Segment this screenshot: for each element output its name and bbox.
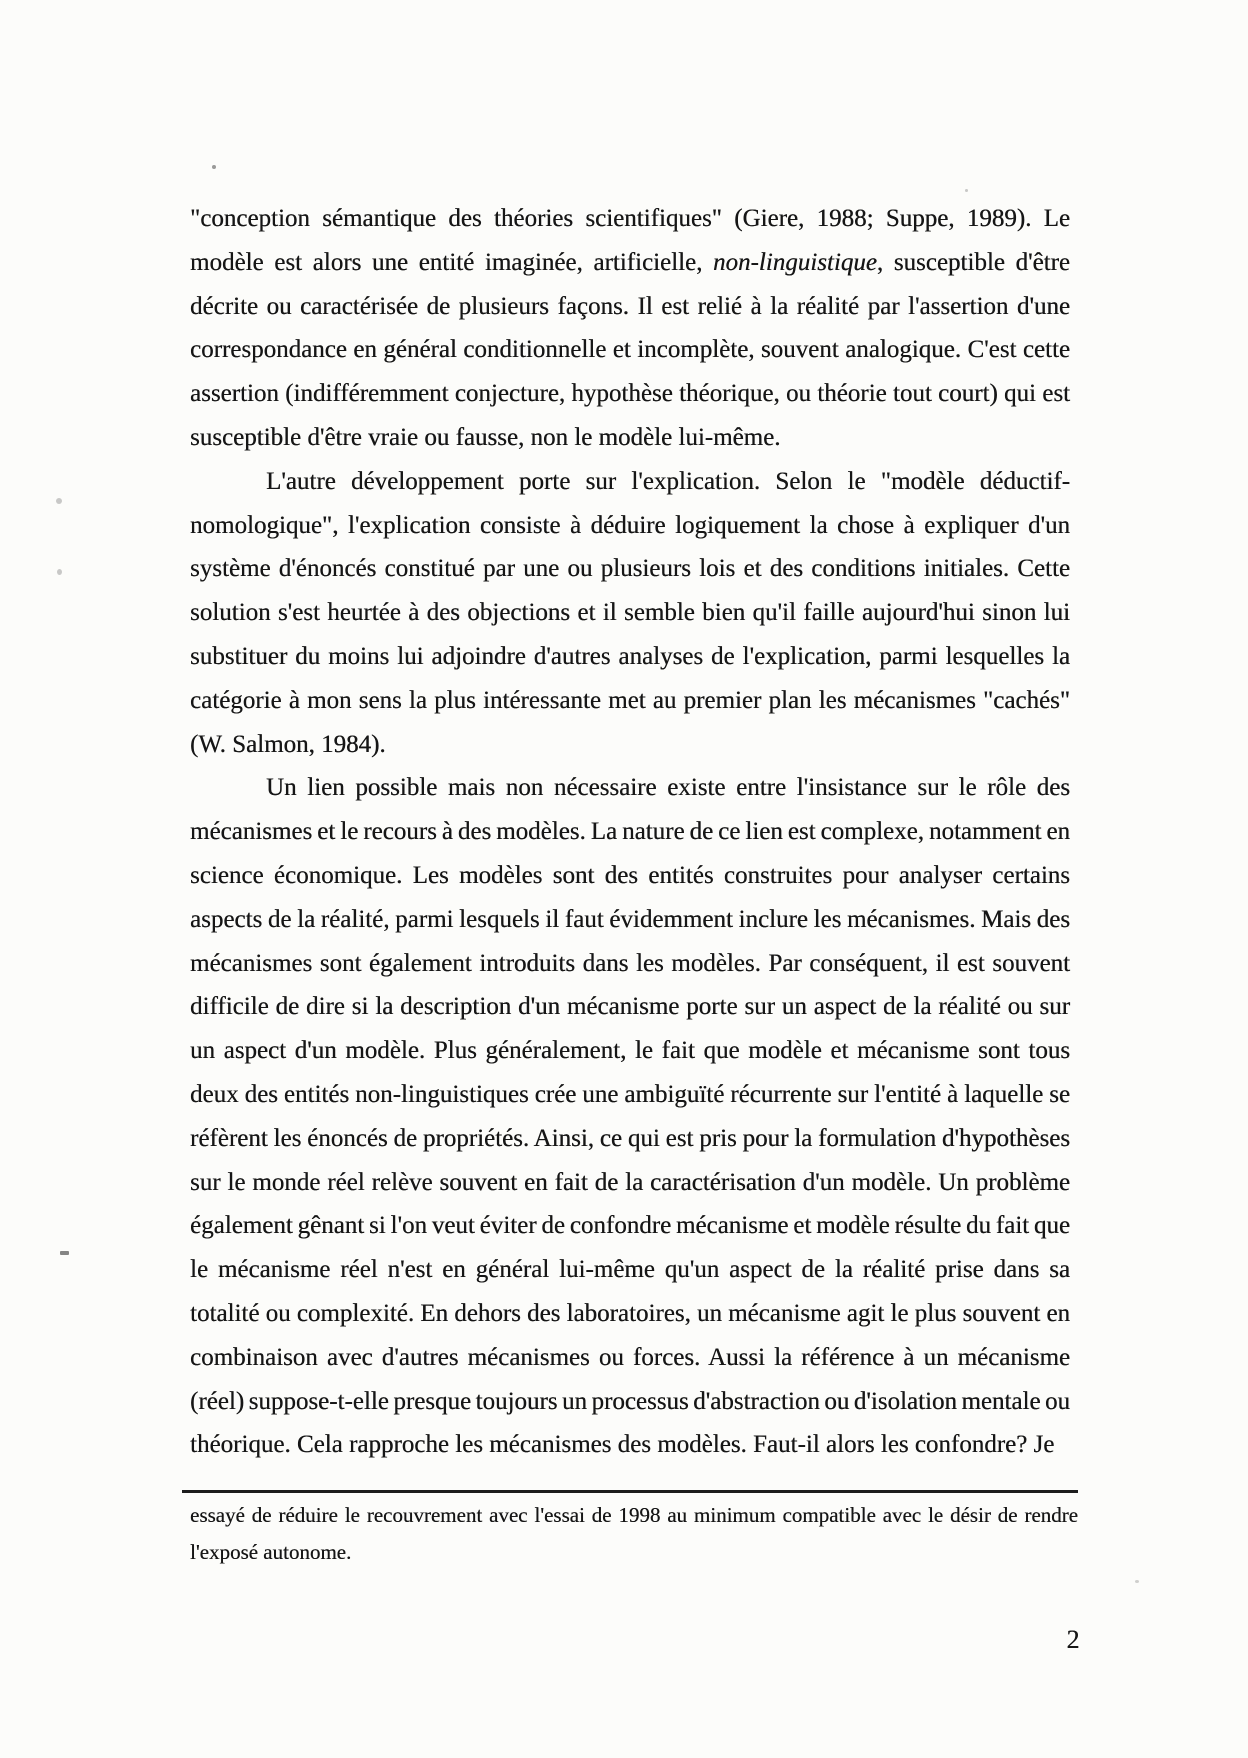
text-line [190, 547, 1070, 591]
text-line [190, 197, 1070, 241]
scan-speck [56, 498, 62, 504]
text-line [190, 679, 1070, 723]
text-line [190, 1029, 1070, 1073]
text-line [190, 328, 1070, 372]
text-line [190, 1336, 1070, 1380]
text-segment: Un lien possible mais non nécessaire existe entre l'insistance sur le rôle des [266, 774, 1070, 802]
text-segment: correspondance en général conditionnelle et incomplète, souvent analogique. C'est cette [190, 336, 1070, 364]
text-segment: deux des entités non-linguistiques crée une ambiguïté récurrente sur l'entité à laquelle se [190, 1080, 1070, 1108]
text-line [190, 1423, 1070, 1467]
text-segment: , susceptible d'être [876, 248, 1070, 276]
footnote-separator [182, 1490, 1078, 1493]
text-line [190, 460, 1070, 504]
text-segment: combinaison avec d'autres mécanismes ou forces. Aussi la référence à un mécanisme [190, 1343, 1070, 1371]
text-line [190, 810, 1070, 854]
text-segment: (réel) suppose-t-elle presque toujours un processus d'abstraction ou d'isolation mentale ou [190, 1387, 1070, 1415]
text-segment: difficile de dire si la description d'un mécanisme porte sur un aspect de la réalité ou sur [190, 993, 1070, 1021]
text-line [190, 1248, 1070, 1292]
scan-speck [57, 569, 62, 575]
text-segment: un aspect d'un modèle. Plus généralement, le fait que modèle et mécanisme sont tous [190, 1037, 1070, 1065]
text-segment: catégorie à mon sens la plus intéressante met au premier plan les mécanismes "cachés" [190, 686, 1070, 714]
text-line [190, 1380, 1070, 1424]
scan-speck [60, 1251, 69, 1255]
text-segment: totalité ou complexité. En dehors des laboratoires, un mécanisme agit le plus souvent en [190, 1299, 1070, 1327]
text-line [190, 1161, 1070, 1205]
text-segment: réfèrent les énoncés de propriétés. Ainsi, ce qui est pris pour la formulation d'hypothèses [190, 1124, 1070, 1152]
text-line [190, 854, 1070, 898]
text-segment: l'exposé autonome. [190, 1540, 352, 1564]
text-segment: le mécanisme réel n'est en général lui-même qu'un aspect de la réalité prise dans sa [190, 1256, 1070, 1284]
scan-speck [212, 165, 216, 169]
text-line [190, 635, 1070, 679]
text-line [190, 591, 1070, 635]
text-line [190, 1117, 1070, 1161]
text-segment: décrite ou caractérisée de plusieurs façons. Il est relié à la réalité par l'assertion d'une [190, 292, 1070, 320]
text-line [190, 372, 1070, 416]
text-segment: mécanismes sont également introduits dans les modèles. Par conséquent, il est souvent [190, 949, 1070, 977]
text-segment: susceptible d'être vraie ou fausse, non le modèle lui-même. [190, 423, 781, 451]
text-line [190, 241, 1070, 285]
footnote-text [190, 1497, 1078, 1571]
text-line [190, 723, 1070, 767]
text-line [190, 942, 1070, 986]
scan-speck [965, 189, 968, 192]
text-segment: "conception sémantique des théories scientifiques" (Giere, 1988; Suppe, 1989). Le [190, 205, 1070, 232]
text-line [190, 985, 1070, 1029]
text-segment: solution s'est heurtée à des objections et il semble bien qu'il faille aujourd'hui sinon lui [190, 599, 1070, 627]
text-line [190, 1204, 1070, 1248]
text-segment: (W. Salmon, 1984). [190, 730, 386, 758]
text-line [190, 416, 1070, 460]
text-line [190, 1073, 1070, 1117]
text-segment: essayé de réduire le recouvrement avec l'essai de 1998 au minimum compatible avec le désir de rendre [190, 1503, 1078, 1527]
text-line [190, 898, 1070, 942]
text-segment: aspects de la réalité, parmi lesquels il faut évidemment inclure les mécanismes. Mais des [190, 905, 1070, 933]
text-segment: également gênant si l'on veut éviter de confondre mécanisme et modèle résulte du fait que [190, 1212, 1071, 1240]
text-segment: assertion (indifféremment conjecture, hypothèse théorique, ou théorie tout court) qui est [190, 380, 1070, 408]
text-line [190, 1292, 1070, 1336]
text-line [190, 285, 1070, 329]
text-line [190, 1497, 1078, 1534]
body-text [190, 197, 1070, 1467]
italic-text-segment: non-linguistique [712, 248, 877, 276]
text-line [190, 504, 1070, 548]
text-segment: substituer du moins lui adjoindre d'autres analyses de l'explication, parmi lesquelles la [190, 642, 1070, 670]
scan-speck [1135, 1580, 1139, 1583]
text-segment: modèle est alors une entité imaginée, artificielle, [190, 248, 713, 276]
text-segment: science économique. Les modèles sont des entités construites pour analyser certains [190, 861, 1070, 889]
page-number: 2 [1066, 1625, 1080, 1654]
text-segment: mécanismes et le recours à des modèles. La nature de ce lien est complexe, notamment en [190, 818, 1070, 846]
text-segment: théorique. Cela rapproche les mécanismes des modèles. Faut-il alors les confondre? Je [190, 1431, 1055, 1459]
text-line [190, 1534, 1078, 1571]
text-segment: système d'énoncés constitué par une ou plusieurs lois et des conditions initiales. Cette [190, 555, 1070, 583]
text-segment: L'autre développement porte sur l'explication. Selon le "modèle déductif- [266, 467, 1070, 495]
text-segment: nomologique", l'explication consiste à déduire logiquement la chose à expliquer d'un [190, 511, 1070, 539]
text-line [190, 766, 1070, 810]
text-segment: sur le monde réel relève souvent en fait de la caractérisation d'un modèle. Un problème [190, 1168, 1070, 1196]
